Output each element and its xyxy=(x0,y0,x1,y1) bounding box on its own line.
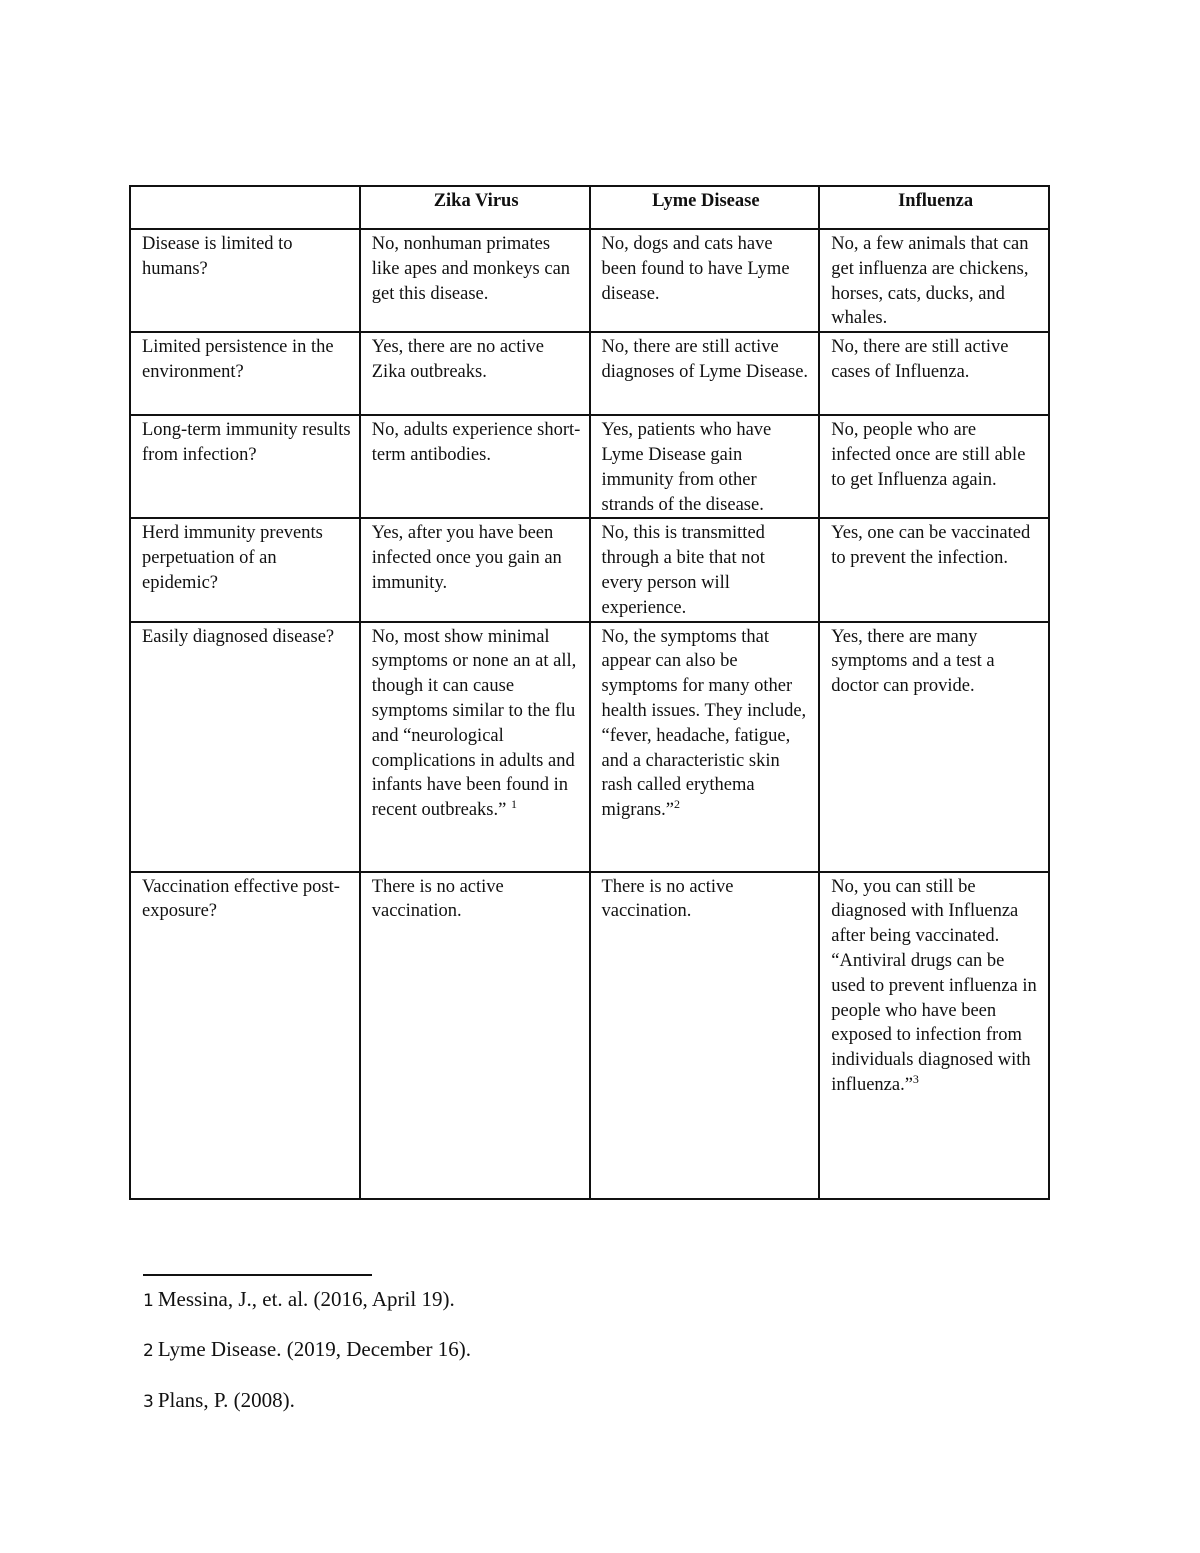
row-question: Vaccination effective post-exposure? xyxy=(130,872,360,1199)
header-lyme-disease: Lyme Disease xyxy=(590,186,820,229)
row-question: Disease is limited to humans? xyxy=(130,229,360,332)
footnote-3 xyxy=(143,1387,295,1415)
lyme-cell: There is no active vaccination. xyxy=(590,872,820,1199)
influenza-cell-text: No, you can still be diagnosed with Influenza after being vaccinated. “Antiviral drugs can be used to prevent influenza in people who have been exposed to infection from individuals diagnosed with influenza.” xyxy=(831,876,1037,1095)
row-question: Limited persistence in the environment? xyxy=(130,332,360,415)
lyme-cell: No, there are still active diagnoses of Lyme Disease. xyxy=(590,332,820,415)
zika-cell: Yes, there are no active Zika outbreaks. xyxy=(360,332,590,415)
lyme-cell: Yes, patients who have Lyme Disease gain immunity from other strands of the disease. xyxy=(590,415,820,518)
influenza-cell xyxy=(819,872,1049,1199)
header-influenza: Influenza xyxy=(819,186,1049,229)
table-header-row xyxy=(130,186,1049,229)
table-row xyxy=(130,872,1049,1199)
zika-cell xyxy=(360,622,590,872)
influenza-cell: Yes, one can be vaccinated to prevent the infection. xyxy=(819,518,1049,621)
table-row xyxy=(130,229,1049,332)
table-row xyxy=(130,332,1049,415)
table-row xyxy=(130,415,1049,518)
footnote-text: Lyme Disease. (2019, December 16). xyxy=(157,1337,471,1361)
footnote-text: Messina, J., et. al. (2016, April 19). xyxy=(157,1287,455,1311)
lyme-cell xyxy=(590,622,820,872)
footnote-1 xyxy=(143,1286,455,1314)
disease-comparison-table xyxy=(129,185,1050,1200)
header-zika-virus: Zika Virus xyxy=(360,186,590,229)
table-row xyxy=(130,518,1049,621)
zika-cell: No, adults experience short-term antibodies. xyxy=(360,415,590,518)
lyme-cell-text: No, the symptoms that appear can also be symptoms for many other health issues. They include, “fever, headache, fatigue, and a characteristic skin rash called erythema migrans.” xyxy=(601,626,807,821)
table-row xyxy=(130,622,1049,872)
row-question: Herd immunity prevents perpetuation of an epidemic? xyxy=(130,518,360,621)
footnote-ref-2[interactable]: 2 xyxy=(673,796,680,811)
zika-cell: Yes, after you have been infected once you gain an immunity. xyxy=(360,518,590,621)
footnote-text: Plans, P. (2008). xyxy=(157,1388,295,1412)
zika-cell: No, nonhuman primates like apes and monkeys can get this disease. xyxy=(360,229,590,332)
footnote-number: 3 xyxy=(143,1392,154,1412)
footnote-number: 2 xyxy=(143,1341,154,1361)
header-empty-cell xyxy=(130,186,360,229)
influenza-cell: No, people who are infected once are still able to get Influenza again. xyxy=(819,415,1049,518)
footnote-ref-1[interactable]: 1 xyxy=(510,796,517,811)
footnote-number: 1 xyxy=(143,1291,154,1311)
influenza-cell: No, a few animals that can get influenza are chickens, horses, cats, ducks, and whales. xyxy=(819,229,1049,332)
row-question: Easily diagnosed disease? xyxy=(130,622,360,872)
row-question: Long-term immunity results from infection? xyxy=(130,415,360,518)
footnote-2 xyxy=(143,1336,471,1364)
influenza-cell: Yes, there are many symptoms and a test a doctor can provide. xyxy=(819,622,1049,872)
footnote-ref-3[interactable]: 3 xyxy=(912,1071,919,1086)
lyme-cell: No, dogs and cats have been found to have Lyme disease. xyxy=(590,229,820,332)
footnote-separator xyxy=(143,1274,372,1276)
influenza-cell: No, there are still active cases of Influenza. xyxy=(819,332,1049,415)
zika-cell: There is no active vaccination. xyxy=(360,872,590,1199)
zika-cell-text: No, most show minimal symptoms or none an at all, though it can cause symptoms similar to the flu and “neurological complications in adults and infants have been found in recent outbreaks.” xyxy=(371,626,577,821)
lyme-cell: No, this is transmitted through a bite that not every person will experience. xyxy=(590,518,820,621)
